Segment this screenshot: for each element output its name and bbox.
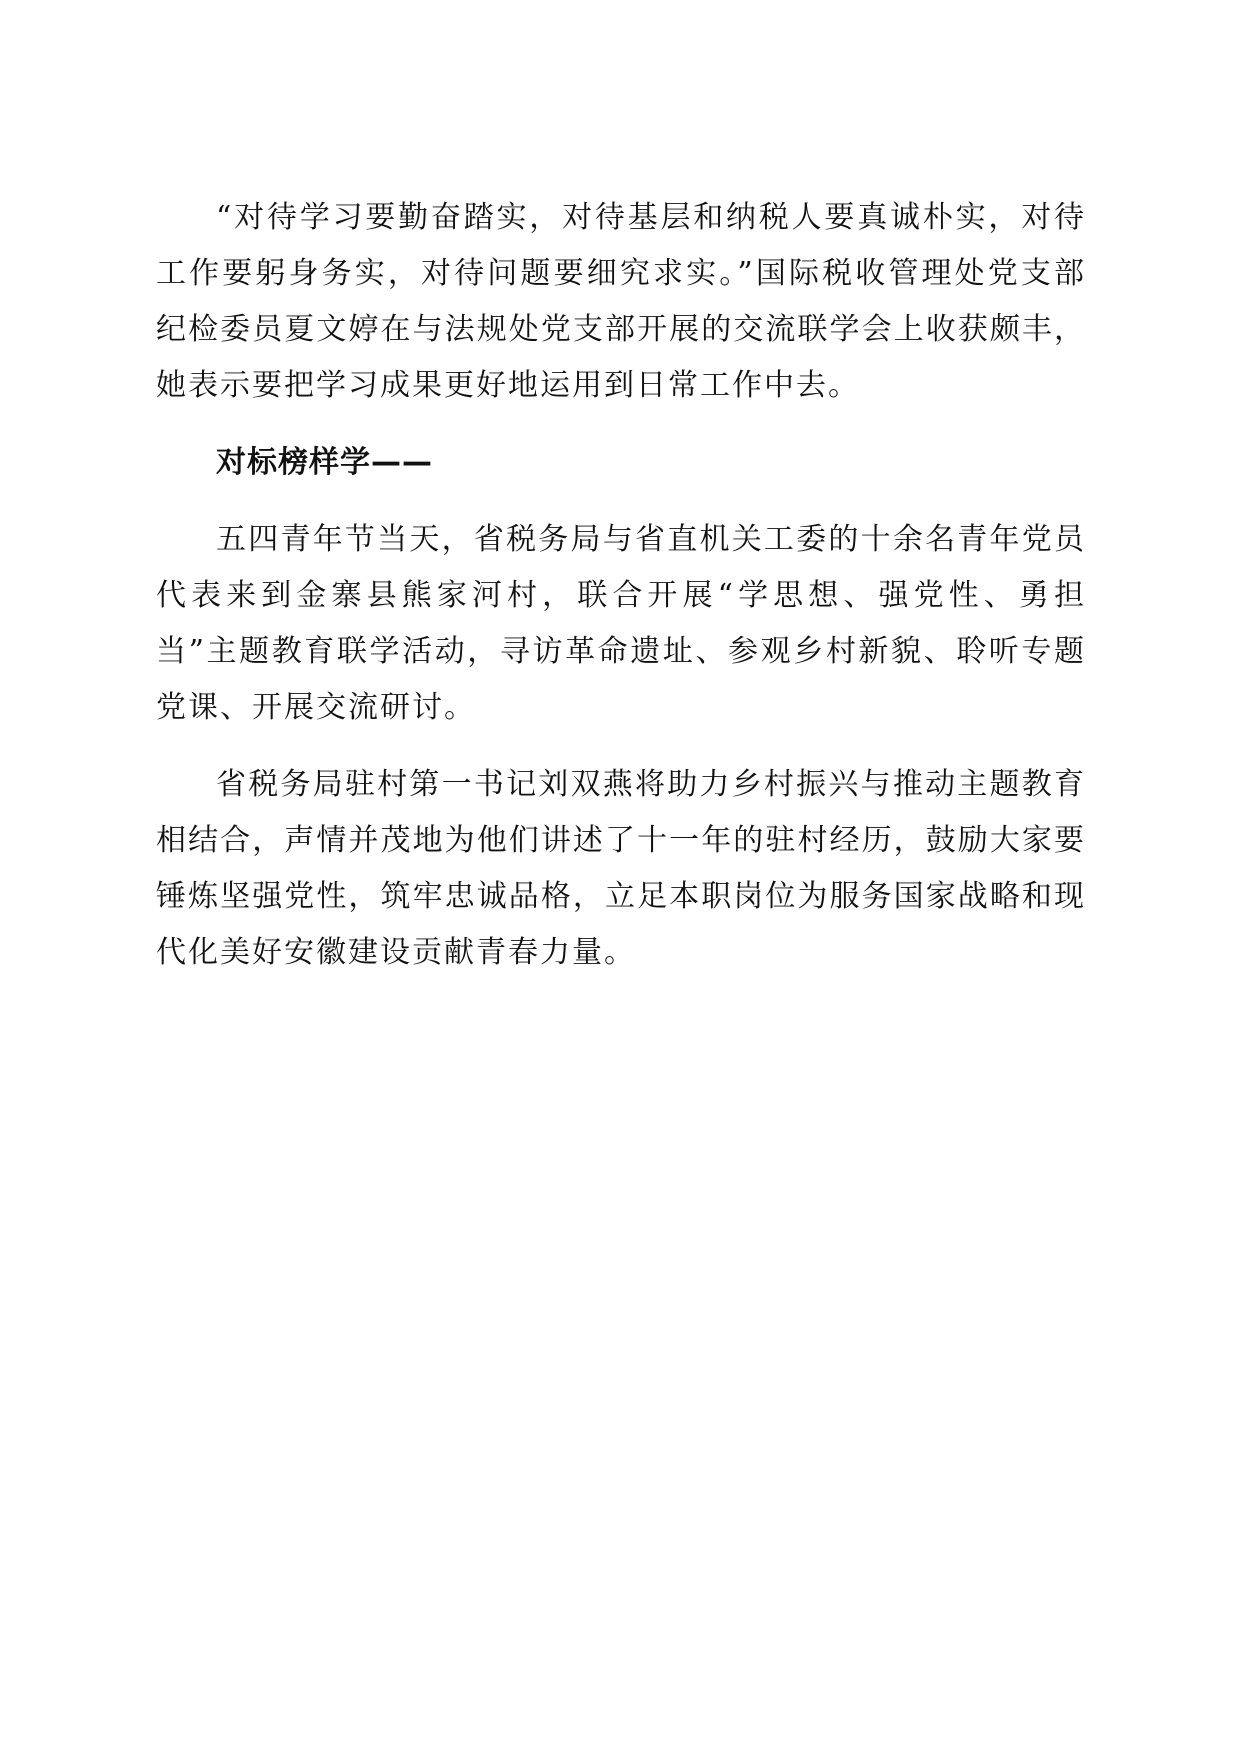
section-heading-role-model: 对标榜样学—— <box>216 445 433 480</box>
document-body <box>156 190 1086 1002</box>
paragraph-learning-attitude: “对待学习要勤奋踏实，对待基层和纳税人要真诚朴实，对待工作要躬身务实，对待问题要细究求实。”国际税收管理处党支部纪检委员夏文婷在与法规处党支部开展的交流联学会上收获颇丰，她表示要把学习成果更好地运用到日常工作中去。 <box>156 200 1086 403</box>
paragraph-village-secretary: 省税务局驻村第一书记刘双燕将助力乡村振兴与推动主题教育相结合，声情并茂地为他们讲述了十一年的驻村经历，鼓励大家要锤炼坚强党性，筑牢忠诚品格，立足本职岗位为服务国家战略和现代化美好安徽建设贡献青春力量。 <box>156 767 1086 970</box>
paragraph-youth-day-activity: 五四青年节当天，省税务局与省直机关工委的十余名青年党员代表来到金寨县熊家河村，联合开展“学思想、强党性、勇担当”主题教育联学活动，寻访革命遗址、参观乡村新貌、聆听专题党课、开展交流研讨。 <box>156 522 1086 725</box>
